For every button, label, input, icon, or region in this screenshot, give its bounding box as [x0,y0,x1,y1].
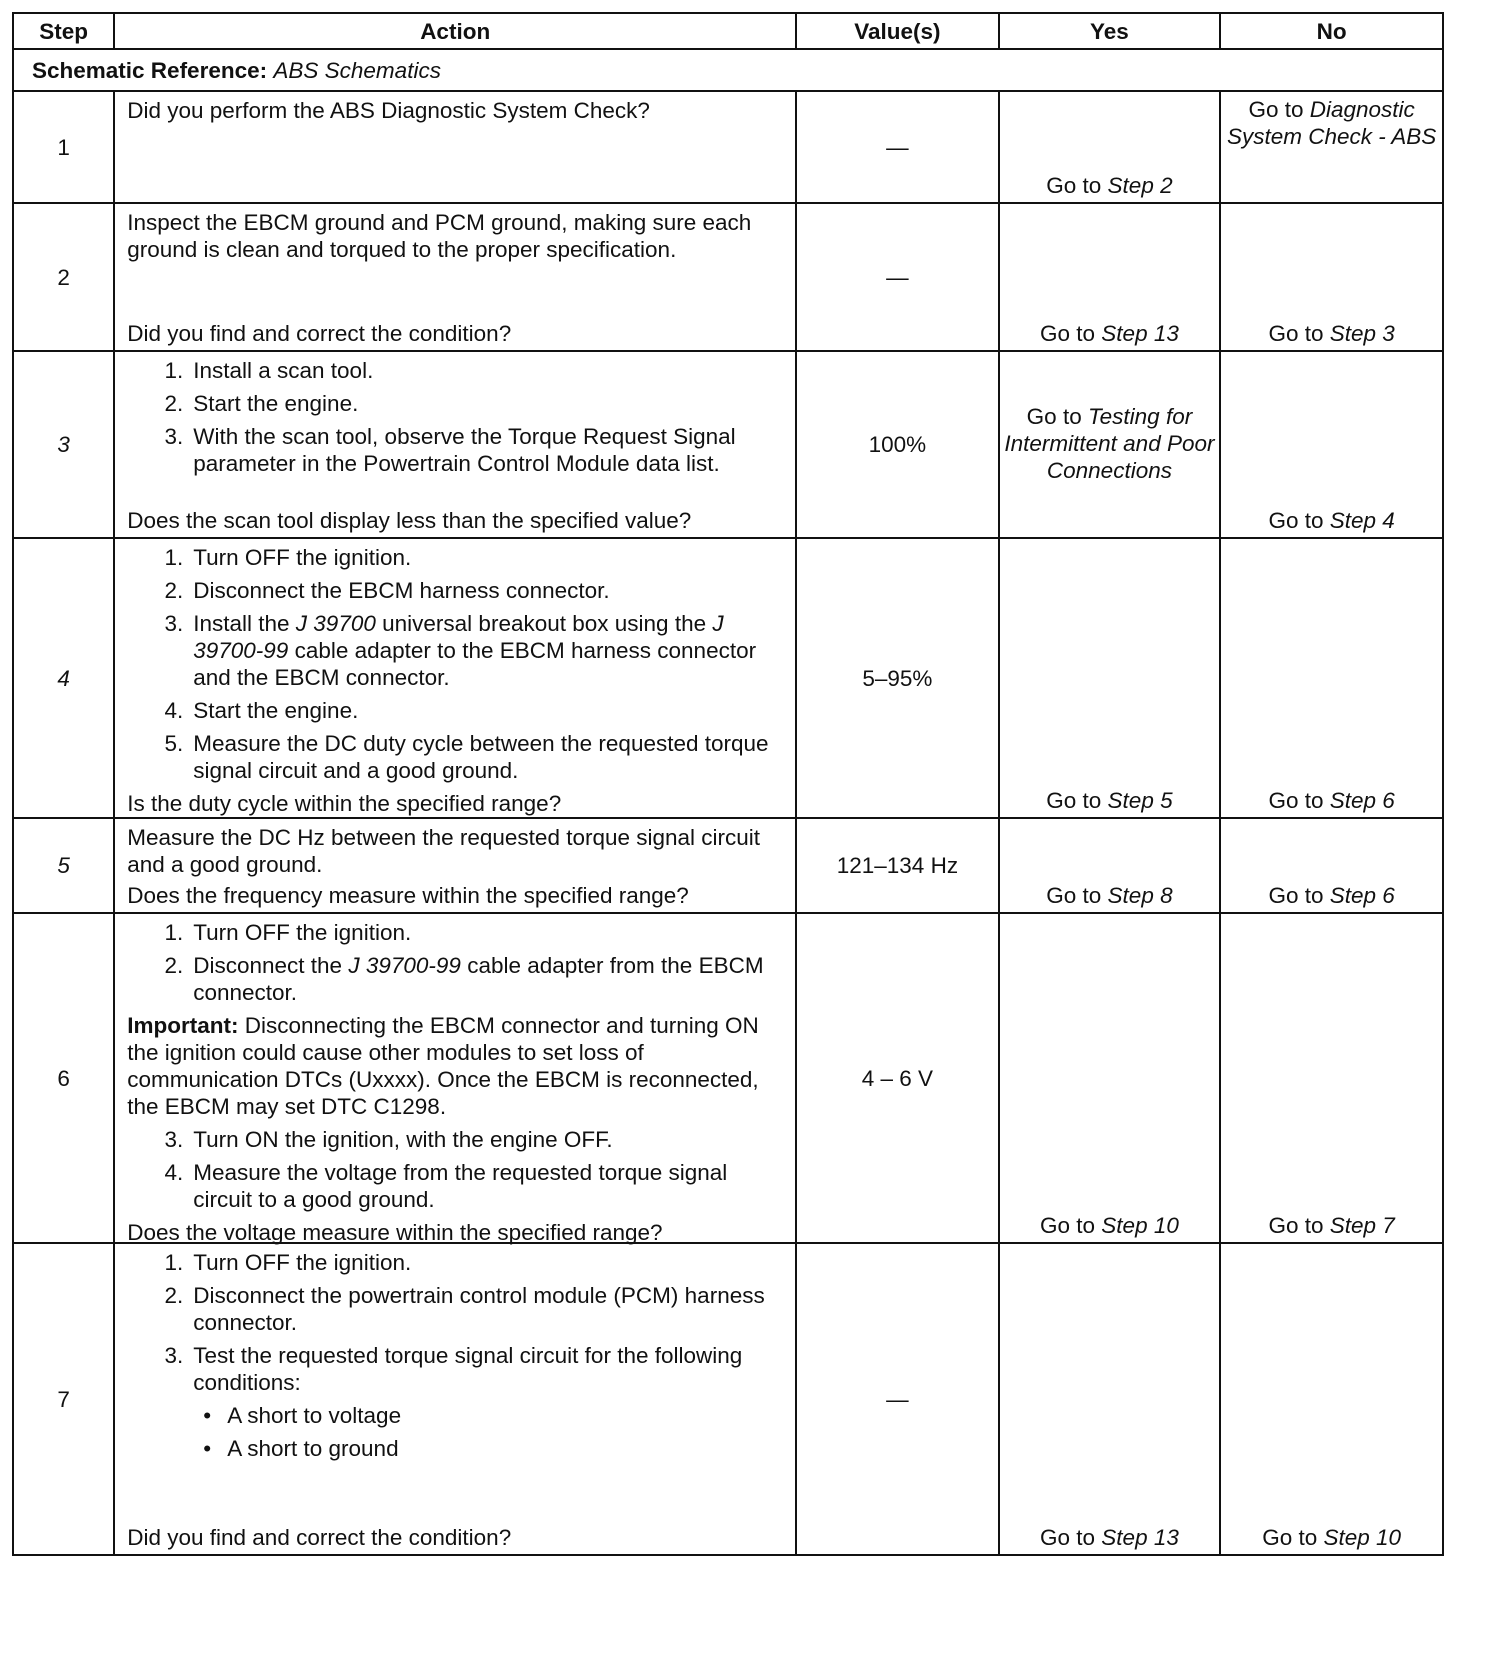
yes-cell [999,538,1221,818]
schematic-reference [13,49,1443,91]
action-question: Does the frequency measure within the specified range? [127,883,689,908]
list-item: 3. Turn ON the ignition, with the engine OFF. [164,1127,613,1152]
no-link[interactable]: Step 4 [1329,508,1395,533]
important-label: Important: [127,1013,239,1038]
reference-link[interactable]: ABS Schematics [273,57,441,83]
action-text: Inspect the EBCM ground and PCM ground, making sure each ground is clean and torqued to the proper specification. [127,210,752,262]
list-item: 2. Start the engine. [164,391,359,416]
action-cell [114,818,796,913]
action-steps [127,544,785,790]
yes-cell [999,351,1221,538]
action-question: Did you find and correct the condition? [127,321,512,346]
list-item: 2. Disconnect the J 39700-99 cable adapter from the EBCM connector. [164,953,764,1005]
yes-link[interactable]: Step 5 [1107,788,1173,813]
go-to-text: Go to [1262,1525,1318,1550]
no-cell [1220,1243,1443,1555]
list-item: 3. Install the J 39700 universal breakout box using the J 39700-99 cable adapter to the EBCM harness connector and the EBCM connector. [164,611,757,690]
no-cell [1220,818,1443,913]
header-row [13,13,1443,49]
no-cell [1220,913,1443,1243]
go-to-text: Go to [1268,883,1324,908]
table-row [13,913,1443,1243]
step-number: 2 [13,203,114,351]
go-to-text: Go to [1046,173,1102,198]
diagnostic-table-sheet [12,12,1444,1556]
list-item: 2. Disconnect the EBCM harness connector. [164,578,610,603]
no-cell [1220,203,1443,351]
step-number: 7 [13,1243,114,1555]
no-link[interactable]: Step 3 [1329,321,1395,346]
yes-cell [999,203,1221,351]
table-row [13,351,1443,538]
list-item: 1. Turn OFF the ignition. [164,920,412,945]
go-to-text: Go to [1040,321,1096,346]
list-item: 4. Measure the voltage from the requested torque signal circuit to a good ground. [164,1160,728,1212]
action-question: Is the duty cycle within the specified range? [127,791,562,816]
step-number-text: 5 [57,853,70,878]
yes-link[interactable]: Step 8 [1107,883,1173,908]
action-steps [127,1249,785,1468]
action-text: Measure the DC Hz between the requested torque signal circuit and a good ground. [127,825,761,877]
no-cell [1220,351,1443,538]
go-to-text: Go to [1268,1213,1324,1238]
list-item: 1. Install a scan tool. [164,358,374,383]
action-cell [114,91,796,203]
action-question: Does the voltage measure within the specified range? [127,1220,663,1245]
header-yes: Yes [999,13,1221,49]
header-no: No [1220,13,1443,49]
go-to-text: Go to [1040,1213,1096,1238]
step-number: 6 [13,913,114,1243]
list-item: 2. Disconnect the powertrain control module (PCM) harness connector. [164,1283,765,1335]
go-to-text: Go to [1248,97,1304,122]
yes-cell [999,91,1221,203]
table-row [13,91,1443,203]
step-number [13,818,114,913]
important-text: Disconnecting the EBCM connector and turning ON the ignition could cause other modules to set loss of communication DTCs (Uxxxx). Once the EBCM is reconnected, the EBCM may set DTC C1298. [127,1013,759,1119]
header-values: Value(s) [796,13,998,49]
go-to-text: Go to [1046,788,1102,813]
tool-name[interactable]: J 39700 [295,611,376,636]
bullet-item: • A short to voltage [203,1403,402,1428]
header-action: Action [114,13,796,49]
step-number: 1 [13,91,114,203]
step-number-text: 4 [57,665,70,691]
list-item: 1. Turn OFF the ignition. [164,545,412,570]
no-link[interactable]: Step 6 [1329,788,1395,813]
no-cell [1220,91,1443,203]
action-cell [114,351,796,538]
value-cell: 100% [796,351,998,538]
reference-row [13,49,1443,91]
no-cell [1220,538,1443,818]
action-cell [114,1243,796,1555]
important-note [127,1012,785,1120]
step-number [13,351,114,538]
go-to-text: Go to [1046,883,1102,908]
header-step: Step [13,13,114,49]
yes-cell [999,818,1221,913]
no-link[interactable]: Step 10 [1323,1525,1402,1550]
diagnostic-table [12,12,1444,1556]
step-number-text: 3 [57,432,70,457]
table-row [13,538,1443,818]
tool-name[interactable]: J 39700-99 [193,611,724,663]
yes-link[interactable]: Step 13 [1101,321,1179,346]
go-to-text: Go to [1026,403,1082,429]
go-to-text: Go to [1268,788,1324,813]
yes-cell [999,1243,1221,1555]
list-item: 5. Measure the DC duty cycle between the requested torque signal circuit and a good ground. [164,731,769,783]
go-to-text: Go to [1268,508,1324,533]
yes-link[interactable]: Step 13 [1101,1525,1179,1550]
value-cell: 4 – 6 V [796,913,998,1243]
action-question: Did you perform the ABS Diagnostic System Check? [127,98,650,123]
value-cell: — [796,1243,998,1555]
value-cell: 5–95% [796,538,998,818]
list-item: 3. Test the requested torque signal circuit for the following conditions: [164,1343,743,1395]
value-cell: — [796,203,998,351]
action-cell [114,913,796,1243]
no-link[interactable]: Diagnostic System Check - ABS [1227,97,1437,149]
no-link[interactable]: Step 6 [1329,883,1395,908]
value-cell: 121–134 Hz [796,818,998,913]
reference-label: Schematic Reference: [32,57,268,83]
list-item: 3. With the scan tool, observe the Torque Request Signal parameter in the Powertrain Control Module data list. [164,424,736,476]
action-question: Did you find and correct the condition? [127,1525,512,1550]
yes-cell [999,913,1221,1243]
go-to-text: Go to [1040,1525,1096,1550]
action-cell [114,203,796,351]
go-to-text: Go to [1268,321,1324,346]
yes-link[interactable]: Step 2 [1107,173,1173,198]
action-cell [114,538,796,818]
bullet-item: • A short to ground [203,1436,399,1461]
yes-link[interactable]: Step 10 [1101,1213,1179,1238]
yes-link[interactable]: Testing for Intermittent and Poor Connections [1004,403,1215,483]
action-steps [127,919,785,1219]
list-item: 4. Start the engine. [164,698,359,723]
step-number [13,538,114,818]
value-cell: — [796,91,998,203]
table-row [13,818,1443,913]
action-question: Does the scan tool display less than the specified value? [127,508,692,533]
table-row [13,203,1443,351]
no-link[interactable]: Step 7 [1329,1213,1395,1238]
action-steps [127,357,785,483]
table-row [13,1243,1443,1555]
list-item: 1. Turn OFF the ignition. [164,1250,412,1275]
tool-name[interactable]: J 39700-99 [348,953,461,978]
